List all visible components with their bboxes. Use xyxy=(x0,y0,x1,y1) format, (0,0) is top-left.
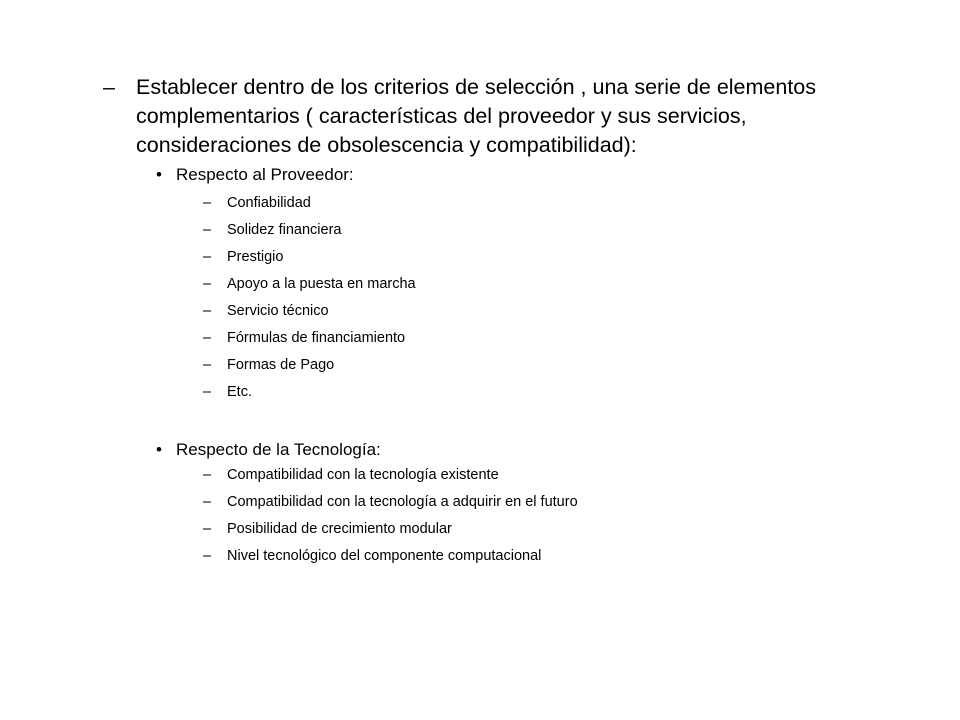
list-dash: – xyxy=(203,330,212,346)
list-dash: – xyxy=(203,222,212,238)
list-item-label: Fórmulas de financiamiento xyxy=(227,330,406,346)
list-item xyxy=(203,193,416,220)
section-proveedor xyxy=(156,164,354,186)
section-label-tecnologia: Respecto de la Tecnología: xyxy=(176,440,381,459)
list-item xyxy=(203,301,416,328)
list-item-label: Solidez financiera xyxy=(227,222,342,238)
list-item-label: Apoyo a la puesta en marcha xyxy=(227,276,416,292)
list-item xyxy=(203,274,416,301)
main-point-text: Establecer dentro de los criterios de selección , una serie de elementos complementarios ( características del proveedor y sus servicios, consideraciones de obsolescencia y compatibilidad): xyxy=(136,75,817,157)
list-item xyxy=(203,492,578,519)
section-label-proveedor: Respecto al Proveedor: xyxy=(176,165,354,184)
list-item-label: Etc. xyxy=(227,384,252,400)
section-tecnologia xyxy=(156,439,381,461)
section-bullet: • xyxy=(156,165,162,184)
list-dash: – xyxy=(203,276,212,292)
tecnologia-list xyxy=(203,465,578,573)
list-item-label: Prestigio xyxy=(227,249,284,265)
list-dash: – xyxy=(203,303,212,319)
section-bullet: • xyxy=(156,440,162,459)
list-dash: – xyxy=(203,521,212,537)
list-item-label: Posibilidad de crecimiento modular xyxy=(227,521,452,537)
list-dash: – xyxy=(203,249,212,265)
list-item-label: Compatibilidad con la tecnología a adquirir en el futuro xyxy=(227,494,578,510)
list-dash: – xyxy=(203,195,212,211)
list-item xyxy=(203,328,416,355)
list-item xyxy=(203,546,578,573)
list-dash: – xyxy=(203,357,212,373)
proveedor-list xyxy=(203,193,416,409)
main-point xyxy=(103,73,903,160)
list-item xyxy=(203,465,578,492)
list-item xyxy=(203,355,416,382)
list-item-label: Compatibilidad con la tecnología existente xyxy=(227,467,499,483)
list-item-label: Nivel tecnológico del componente computacional xyxy=(227,548,542,564)
list-item xyxy=(203,519,578,546)
main-point-dash: – xyxy=(103,75,115,99)
list-item-label: Servicio técnico xyxy=(227,303,329,319)
list-dash: – xyxy=(203,548,212,564)
list-item xyxy=(203,247,416,274)
list-dash: – xyxy=(203,384,212,400)
list-item-label: Confiabilidad xyxy=(227,195,311,211)
list-dash: – xyxy=(203,494,212,510)
list-dash: – xyxy=(203,467,212,483)
list-item xyxy=(203,220,416,247)
list-item xyxy=(203,382,416,409)
list-item-label: Formas de Pago xyxy=(227,357,335,373)
